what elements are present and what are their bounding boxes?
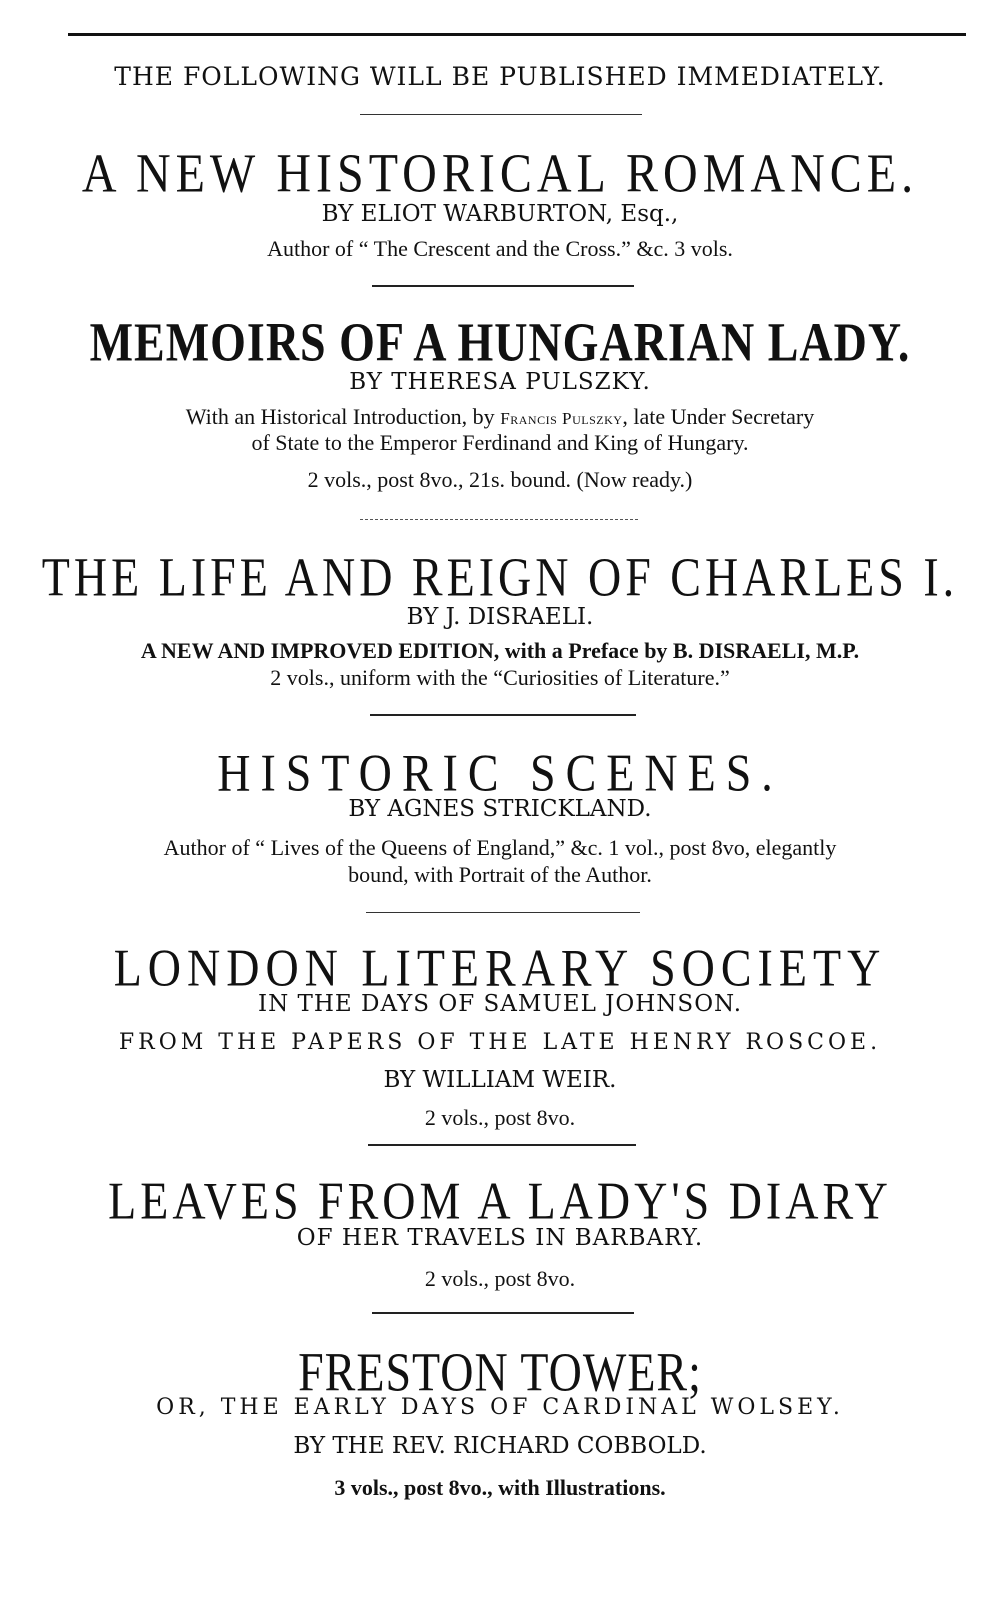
book-subtitle: OR, THE EARLY DAYS OF CARDINAL WOLSEY. (156, 1395, 844, 1420)
book-details-line (0, 404, 1000, 430)
book-title: LEAVES FROM A LADY'S DIARY (108, 1171, 892, 1230)
divider (372, 1312, 634, 1314)
book-details: A NEW AND IMPROVED EDITION, with a Preface by B. DISRAELI, M.P. (140, 638, 860, 663)
book-details-text: , late Under Secretary (622, 404, 815, 429)
book-title: THE LIFE AND REIGN OF CHARLES I. (41, 546, 959, 608)
book-source: FROM THE PAPERS OF THE LATE HENRY ROSCOE. (118, 1030, 882, 1055)
book-author: BY WILLIAM WEIR. (383, 1067, 617, 1093)
book-title: MEMOIRS OF A HUNGARIAN LADY. (89, 311, 911, 373)
book-details: of State to the Emperor Ferdinand and King of Hungary. (251, 430, 749, 455)
book-details: 2 vols., post 8vo. (424, 1266, 576, 1291)
book-details: 2 vols., uniform with the “Curiosities of Literature.” (270, 665, 730, 690)
book-title: HISTORIC SCENES. (217, 743, 783, 802)
book-details: 2 vols., post 8vo., 21s. bound. (Now ready.) (307, 467, 693, 492)
book-subtitle: IN THE DAYS OF SAMUEL JOHNSON. (257, 991, 743, 1017)
book-details: bound, with Portrait of the Author. (348, 862, 652, 887)
book-details: Author of “ The Crescent and the Cross.” &c. 3 vols. (267, 236, 733, 261)
book-author: BY AGNES STRICKLAND. (348, 796, 652, 822)
book-details: 3 vols., post 8vo., with Illustrations. (334, 1475, 666, 1500)
book-author: BY THE REV. RICHARD COBBOLD. (293, 1433, 707, 1459)
book-title: A NEW HISTORICAL ROMANCE. (81, 143, 919, 205)
top-rule (68, 33, 966, 36)
book-details: 2 vols., post 8vo. (424, 1105, 576, 1130)
book-author: BY ELIOT WARBURTON, Esq., (321, 201, 679, 227)
page-header: THE FOLLOWING WILL BE PUBLISHED IMMEDIATELY. (114, 62, 886, 91)
book-subtitle: OF HER TRAVELS IN BARBARY. (296, 1225, 704, 1251)
divider (360, 114, 642, 115)
book-details-text: With an Historical Introduction, by (185, 404, 495, 429)
divider (366, 912, 640, 913)
book-author: BY THERESA PULSZKY. (349, 369, 651, 395)
book-details: Author of “ Lives of the Queens of England,” &c. 1 vol., post 8vo, elegantly (163, 835, 837, 860)
divider (368, 1144, 636, 1146)
divider (372, 285, 634, 287)
divider (370, 714, 636, 716)
book-title: FRESTON TOWER; (298, 1341, 702, 1403)
book-details-name: Francis Pulszky (500, 409, 623, 428)
divider (360, 519, 638, 520)
book-title: LONDON LITERARY SOCIETY (113, 938, 887, 997)
book-author: BY J. DISRAELI. (406, 604, 594, 630)
